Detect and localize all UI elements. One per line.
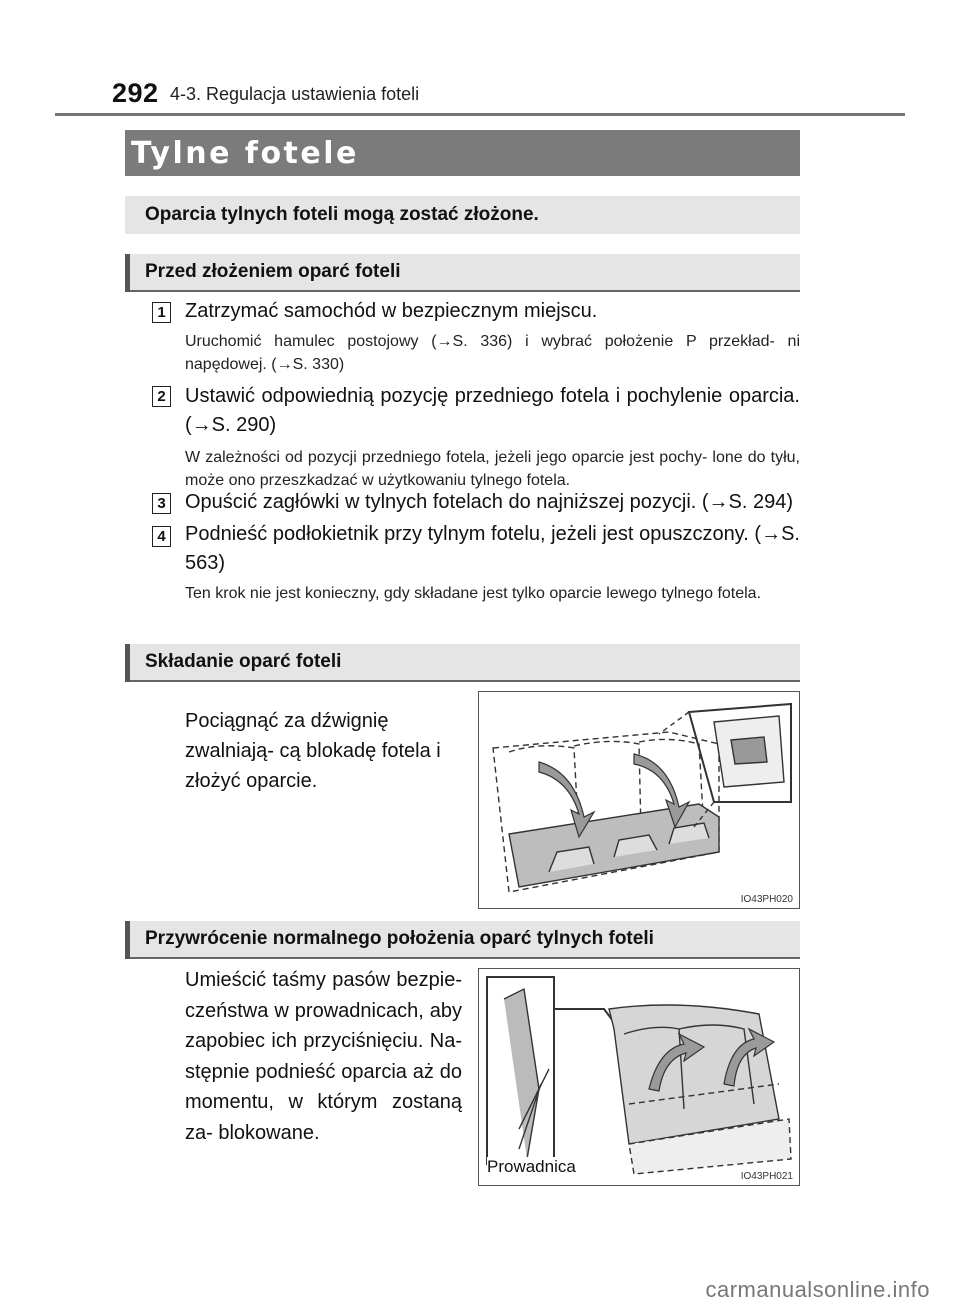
- header-rule: [55, 113, 905, 116]
- subheading-restoring: [125, 921, 800, 959]
- page-title: Tylne fotele: [131, 136, 359, 171]
- figure-code: IO43PH020: [740, 894, 793, 905]
- folding-instruction: Pociągnąć za dźwignię zwalniają- cą blokadę fotela i złożyć oparcie.: [185, 710, 441, 792]
- figure-code: IO43PH021: [740, 1171, 793, 1182]
- step-number-1: 1: [152, 302, 171, 323]
- subheading-before-folding: [125, 254, 800, 292]
- figure-label-guide: Prowadnica: [487, 1157, 576, 1176]
- subheading-folding: [125, 644, 800, 682]
- step-text-1: Zatrzymać samochód w bezpiecznym miejscu.: [185, 300, 598, 322]
- title-bar: [125, 130, 800, 176]
- restoring-instruction: Umieścić taśmy pasów bezpie- czeństwa w prowadnicach, aby zapobiec ich przyciśnięciu. Na- stępnie podnieść oparcia aż do momentu, w którym zostaną za- blokowane.: [185, 969, 462, 1144]
- intro-box: [125, 196, 800, 234]
- restoring-illustration: [478, 968, 800, 1186]
- step-text-2: Ustawić odpowiednią pozycję przedniego fotela i pochylenie oparcia. (→S. 290): [185, 385, 800, 436]
- watermark: carmanualsonline.info: [705, 1277, 930, 1302]
- step-note-1: Uruchomić hamulec postojowy (→S. 336) i wybrać położenie P przekład- ni napędowej. (→S. 330): [185, 333, 800, 373]
- folding-seat-drawing: [479, 692, 799, 908]
- step-number-3: 3: [152, 493, 171, 514]
- step-text-4: Podnieść podłokietnik przy tylnym fotelu, jeżeli jest opuszczony. (→S. 563): [185, 523, 800, 574]
- folding-illustration: [478, 691, 800, 909]
- section-path: 4-3. Regulacja ustawienia foteli: [170, 84, 420, 104]
- step-note-4: Ten krok nie jest konieczny, gdy składane jest tylko oparcie lewego tylnego fotela.: [185, 585, 762, 602]
- step-number-4: 4: [152, 526, 171, 547]
- subheading-text: Składanie oparć foteli: [145, 651, 342, 672]
- subheading-text: Przed złożeniem oparć foteli: [145, 261, 401, 282]
- restoring-seat-drawing: [479, 969, 799, 1185]
- page-number: 292: [112, 78, 159, 108]
- step-text-3: Opuścić zagłówki w tylnych fotelach do najniższej pozycji. (→S. 294): [185, 491, 794, 513]
- intro-text: Oparcia tylnych foteli mogą zostać złożone.: [145, 204, 539, 225]
- step-note-2: W zależności od pozycji przedniego fotela, jeżeli jego oparcie jest pochy- lone do tyłu, może ono przeszkadzać w użytkowaniu tylnego fotela.: [185, 449, 800, 489]
- step-number-2: 2: [152, 386, 171, 407]
- subheading-text: Przywrócenie normalnego położenia oparć tylnych foteli: [145, 928, 654, 949]
